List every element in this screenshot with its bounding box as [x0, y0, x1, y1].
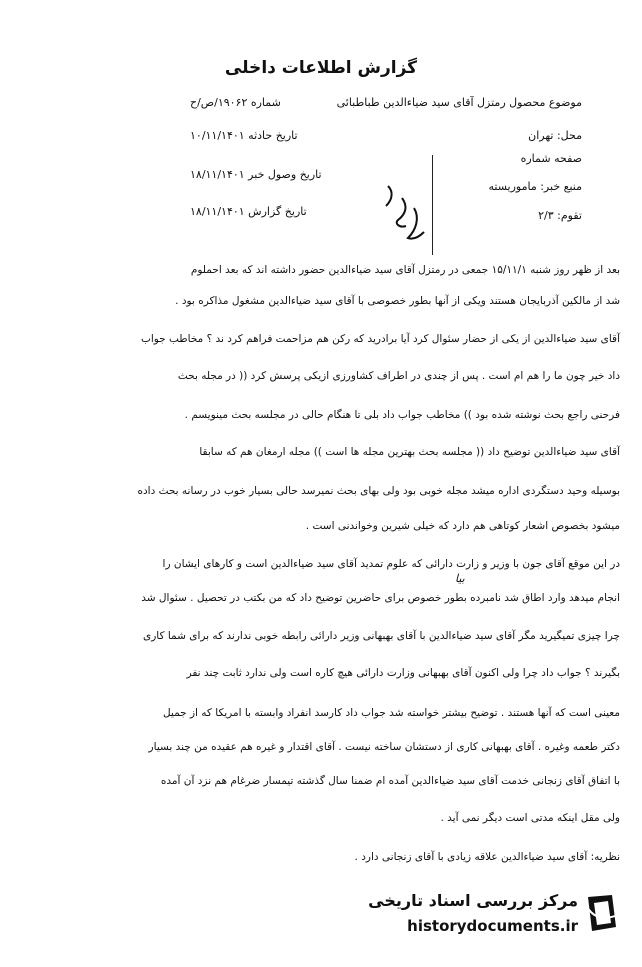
body-line: نظریه: آقای سید ضیاءالدین علاقه زیادی با آقای زنجانی دارد . [354, 851, 620, 863]
body-line: بوسیله وحید دستگردی اداره میشد مجله خوبی بود ولی بهای بحث نمیرسد حالی بسیار خوب در رسانه بحث داده [137, 485, 620, 497]
handwritten-signature-scribble [380, 178, 430, 248]
archive-url: historydocuments.ir [407, 917, 578, 935]
body-line: میشود بخصوص اشعار کوتاهی هم دارد که خیلی شیرین وخواندنی است . [305, 520, 620, 532]
body-line: چرا چیزی تمیگیرید مگر آقای سید ضیاءالدین با آقای بهبهانی وزیر دارائی رابطه خوبی ندارند که برای شما کاری [143, 630, 620, 642]
report-date-field: تاریخ گزارش ۱۸/۱۱/۱۴۰۱ [190, 205, 307, 218]
body-line: معینی است که آنها هستند . توضیح بیشتر خواسته شد جواب داد کارسد انفراد وابسته با امریکا که از جمیل [162, 707, 620, 719]
header-divider-line [432, 155, 433, 255]
event-date-field: تاریخ حادثه ۱۰/۱۱/۱۴۰۱ [190, 129, 298, 142]
body-line: انجام میدهد وارد اطاق شد نامبرده بطور خصوص برای حاضرین توضیح داد که من بکتب در تحصیل . سئوال شد [141, 592, 620, 604]
handwritten-annotation: بیا [455, 572, 465, 585]
body-line: آقای سید ضیاءالدین توضیح داد (( مجلسه بحث بهترین مجله ها است )) مجله ارمغان هم که سابقا [199, 446, 620, 458]
body-line: در این موقع آقای جون با وزیر و زارت دارائی که علوم تمدید آقای سید ضیاءالدین است و کارهای ایشان را [162, 558, 620, 570]
document-title: گزارش اطلاعات داخلی [224, 58, 418, 78]
document-number-field: شماره ۱۹۰۶۲/ص/ح [190, 96, 281, 109]
page-number-field: صفحه شماره [520, 152, 582, 165]
archive-watermark-logo [352, 885, 624, 945]
archive-name: مرکز بررسی اسناد تاریخی [368, 891, 578, 910]
body-line: داد خیر چون ما را هم ام است . پس از چندی در اطراف کشاورزی ازیکی پرسش کرد (( در مجله بحث [177, 370, 620, 382]
body-line: آقای سید ضیاءالدین از یکی از حضار سئوال کرد آیا برادرید که رکن هم مزاحمت فراهم کرد ند ؟ مخاطب جواب [140, 333, 620, 345]
subject-field: موضوع محصول رمتزل آقای سید ضیاءالدین طباطبائی [336, 96, 582, 109]
rating-field: تقوم: ۲/۳ [538, 209, 582, 222]
place-field: محل: تهران [528, 129, 582, 142]
body-line: بگیرند ؟ جواب داد چرا ولی اکنون آقای بهبهانی وزارت دارائی هیچ کاره است ولی ندارد ثابت چند نفر [186, 667, 620, 679]
body-line: با اتفاق آقای زنجانی خدمت آقای سید ضیاءالدین آمده ام ضمنا سال گذشته تیمسار ضرغام هم نزد آن آمده [160, 775, 620, 787]
source-field: منبع خبر: ماموریسته [488, 180, 582, 193]
body-line: فرحنی راجع بحث نوشته شده بود )) مخاطب جواب داد بلی تا هنگام حالی در مجلسه بحث مینویسم . [184, 409, 620, 421]
body-line: شد از مالکین آذربایجان هستند ویکی از آنها بطور خصوصی با آقای سید ضیاءالدین مشغول مذاکره بود . [175, 295, 620, 307]
body-line: ولی مقل اینکه مدتی است دیگر نمی آید . [440, 812, 620, 824]
archive-emblem-icon [582, 891, 622, 935]
body-line: بعد از ظهر روز شنبه ۱۵/۱۱/۱ جمعی در رمتزل آقای سید ضیاءالدین حضور داشته اند که بعد احملوم [190, 264, 620, 276]
receipt-date-field: تاریخ وصول خبر ۱۸/۱۱/۱۴۰۱ [190, 168, 322, 181]
body-line: دکتر طعمه وغیره . آقای بهبهانی کاری از دستشان ساخته نیست . آقای اقتدار و غیره هم عقیده من چند بسیار [148, 741, 620, 753]
